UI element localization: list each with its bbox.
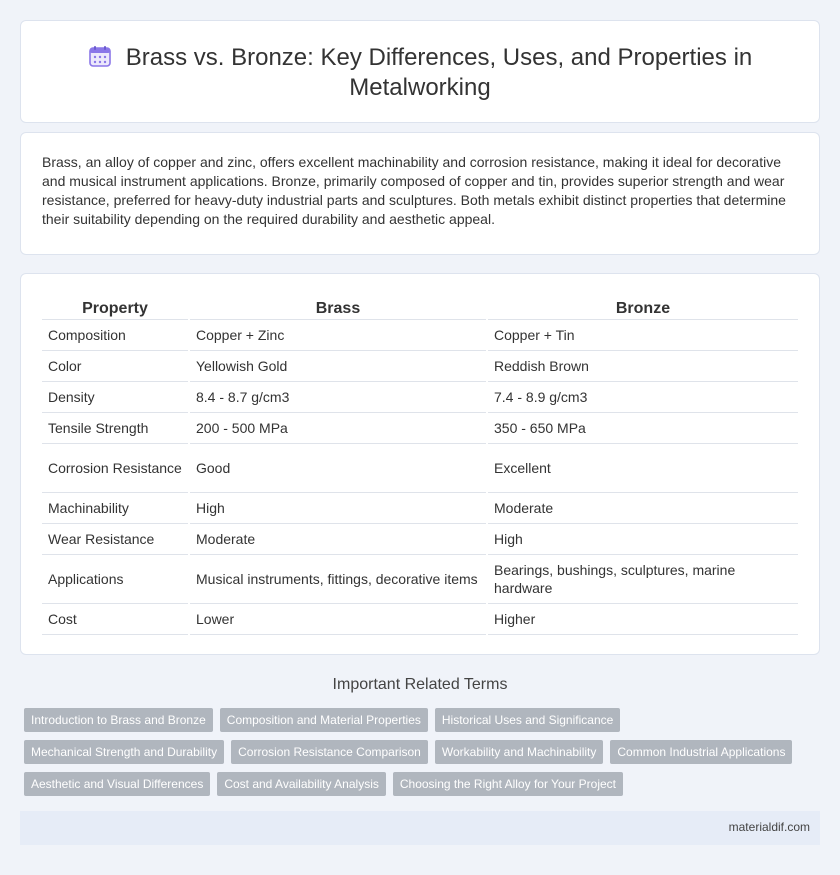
table-row	[42, 412, 798, 443]
tag-aesthetic-differences[interactable]: Aesthetic and Visual Differences	[24, 772, 210, 796]
header-property: Property	[42, 296, 189, 319]
tag-row	[24, 772, 814, 796]
property-cell: Wear Resistance	[42, 523, 189, 554]
header-brass: Brass	[189, 296, 487, 319]
table-row	[42, 492, 798, 523]
property-cell: Corrosion Resistance	[42, 443, 189, 492]
brass-cell: Lower	[189, 603, 487, 634]
related-terms-tags	[24, 708, 814, 804]
tag-cost-availability[interactable]: Cost and Availability Analysis	[217, 772, 386, 796]
bronze-cell: Higher	[487, 603, 798, 634]
tag-corrosion-resistance[interactable]: Corrosion Resistance Comparison	[231, 740, 428, 764]
brass-cell: Moderate	[189, 523, 487, 554]
tag-industrial-applications[interactable]: Common Industrial Applications	[610, 740, 792, 764]
table-row	[42, 443, 798, 492]
tag-historical-uses[interactable]: Historical Uses and Significance	[435, 708, 620, 732]
bronze-cell: 7.4 - 8.9 g/cm3	[487, 381, 798, 412]
title-card	[20, 20, 820, 123]
tag-workability[interactable]: Workability and Machinability	[435, 740, 604, 764]
table-row	[42, 350, 798, 381]
intro-paragraph: Brass, an alloy of copper and zinc, offers excellent machinability and corrosion resistance, making it ideal for decorative and musical instrument applications. Bronze, primarily composed of copper and tin, provides superior strength and wear resistance, preferred for heavy-duty industrial parts and sculptures. Both metals exhibit distinct properties that determine their suitability depending on the required durability and aesthetic appeal.	[42, 154, 786, 227]
page-title-wrap	[21, 43, 819, 103]
intro-card	[20, 132, 820, 255]
property-cell: Cost	[42, 603, 189, 634]
table-header-row	[42, 296, 798, 319]
comparison-table-card	[20, 273, 820, 655]
property-cell: Tensile Strength	[42, 412, 189, 443]
table-row	[42, 381, 798, 412]
brass-cell: High	[189, 492, 487, 523]
tag-row	[24, 708, 814, 732]
bronze-cell: Excellent	[487, 443, 798, 492]
table-row	[42, 523, 798, 554]
bronze-cell: Reddish Brown	[487, 350, 798, 381]
property-cell: Machinability	[42, 492, 189, 523]
brass-cell: Musical instruments, fittings, decorative items	[189, 554, 487, 603]
property-cell: Applications	[42, 554, 189, 603]
brass-cell: Yellowish Gold	[189, 350, 487, 381]
footer-site-name[interactable]: materialdif.com	[728, 820, 810, 834]
table-row	[42, 554, 798, 603]
table-row	[42, 603, 798, 634]
table-row	[42, 319, 798, 350]
tag-choosing-alloy[interactable]: Choosing the Right Alloy for Your Project	[393, 772, 623, 796]
tag-introduction[interactable]: Introduction to Brass and Bronze	[24, 708, 213, 732]
tag-composition[interactable]: Composition and Material Properties	[220, 708, 428, 732]
bronze-cell: High	[487, 523, 798, 554]
bronze-cell: Copper + Tin	[487, 319, 798, 350]
tag-mechanical-strength[interactable]: Mechanical Strength and Durability	[24, 740, 224, 764]
property-cell: Density	[42, 381, 189, 412]
comparison-table	[42, 296, 798, 635]
brass-cell: Good	[189, 443, 487, 492]
footer	[20, 811, 820, 845]
bronze-cell: Bearings, bushings, sculptures, marine hardware	[487, 554, 798, 603]
related-terms-title: Important Related Terms	[332, 676, 508, 693]
property-cell: Color	[42, 350, 189, 381]
brass-cell: 200 - 500 MPa	[189, 412, 487, 443]
brass-cell: 8.4 - 8.7 g/cm3	[189, 381, 487, 412]
property-cell: Composition	[42, 319, 189, 350]
bronze-cell: 350 - 650 MPa	[487, 412, 798, 443]
calendar-icon	[88, 44, 112, 68]
brass-cell: Copper + Zinc	[189, 319, 487, 350]
header-bronze: Bronze	[487, 296, 798, 319]
page-title: Brass vs. Bronze: Key Differences, Uses, and Properties in Metalworking	[125, 44, 753, 101]
tag-row	[24, 740, 814, 764]
bronze-cell: Moderate	[487, 492, 798, 523]
